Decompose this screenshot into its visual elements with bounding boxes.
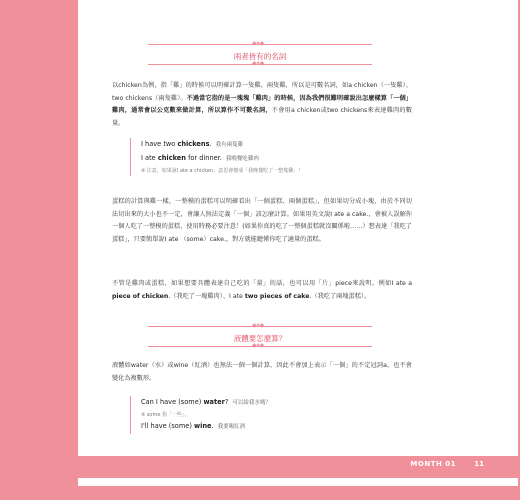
heading-ornament-top: ◆✦◆: [252, 40, 264, 47]
section1-paragraph-2: 蛋糕的計算與雞一樣，一整模的蛋糕可以明確看出「一個蛋糕、兩個蛋糕」，但如果切分成小塊，由於不同切法切出來的大小也不一定，會讓人無法定義「一個」該怎麼計算。如果用英文說I ate a cake.，會被人誤解你一個人吃了一整模的蛋糕，使用時務必要注意！(如果你真的吃了一整個蛋糕就沒關係啦……）想表達「我吃了蛋糕」，只要簡單說I ate （some）cake.，對方就能聽懂你吃了適量的蛋糕。: [112, 198, 412, 243]
para1-part-2-bold: 不過當它指的是一塊塊「雞肉」的時候，因為我們很難明確說出怎麼樣算「一個」雞肉，通常會以公克數來做計算，所以算作不可數名詞，: [112, 94, 412, 114]
section2-paragraph: 液體如water（水）或wine（紅酒）也無法一個一個計算，因此不會加上表示「一個」的不定冠詞a，也不會變化為複數形。: [112, 362, 412, 382]
example1-note: ※ 注意，如果說I ate a chicken，意思會變成「我晚餐吃了一整隻雞」！: [141, 168, 304, 174]
page-bottom-margin: [0, 486, 520, 500]
example2-line1-bold: water: [203, 398, 225, 406]
heading-ornament-bottom: ◆✦◆: [252, 60, 264, 67]
example2-note: ※ some 指「一些」。: [141, 412, 190, 418]
section1-title: 兩者皆有的名詞: [233, 52, 287, 61]
example2-line1: [141, 396, 421, 410]
section1-example-box: [130, 138, 421, 176]
example2-line2-post: .: [211, 422, 214, 430]
section1-heading: [0, 40, 520, 67]
footer-page-number: 11: [474, 460, 484, 468]
example1-line2-en-bold: chicken: [157, 154, 186, 162]
example2-line1-pre: Can I have (some): [141, 398, 204, 406]
para3-pre: 不管是雞肉或蛋糕，如果想要具體表達自己吃的「量」的話，也可以用「片」piece來說明。例如I ate a: [112, 280, 412, 287]
example1-line1: [141, 138, 421, 152]
example1-line1-en-bold: chickens: [177, 140, 210, 148]
para3-bold-1: piece of chicken: [112, 292, 169, 300]
example1-line1-en-post: .: [209, 140, 212, 148]
section2-example-box: [130, 396, 421, 434]
section2-title: 液體要怎麼算？: [233, 334, 287, 343]
example2-line2-zh: 我要喝紅酒: [217, 424, 246, 430]
para1-part-3: 不會用a chicken或two chickens來表達雞肉的數量。: [112, 107, 413, 127]
section1-paragraph-1: [112, 80, 412, 130]
example1-line2: [141, 152, 421, 166]
section1-paragraph-3: [112, 278, 412, 303]
example1-line2-zh: 我晚餐吃雞肉: [225, 156, 259, 162]
footer-month-label: MONTH 01: [410, 460, 456, 468]
example2-line1-zh: 可以給我水嗎？: [232, 400, 271, 406]
example1-line2-en-pre: I ate: [141, 154, 158, 162]
example2-line2-bold: wine: [193, 422, 212, 430]
example1-line1-zh: 我有兩隻雞: [215, 142, 244, 148]
example2-line1-post: ?: [224, 398, 229, 406]
page-footer-band: [0, 456, 520, 478]
example1-line1-en-pre: I have two: [141, 140, 178, 148]
example2-line2-pre: I'll have (some): [141, 422, 194, 430]
para3-bold-2: two pieces of cake: [244, 292, 310, 300]
para3-post: .（我吃了兩塊蛋糕）。: [309, 292, 371, 300]
example2-line2: [141, 420, 421, 434]
section2-heading: [0, 322, 520, 349]
para1-part-1: 以chicken為例，指「雞」的時候可以明確計算一隻雞、兩隻雞，所以是可數名詞，如a chicken（一隻雞）、two chickens（兩隻雞）。: [112, 82, 412, 102]
heading2-ornament-bottom: ◆✦◆: [252, 342, 264, 349]
example1-line2-en-post: for dinner.: [185, 154, 222, 162]
heading2-ornament-top: ◆✦◆: [252, 322, 264, 329]
para3-mid: .（我吃了一塊雞肉）、I ate: [168, 292, 245, 300]
